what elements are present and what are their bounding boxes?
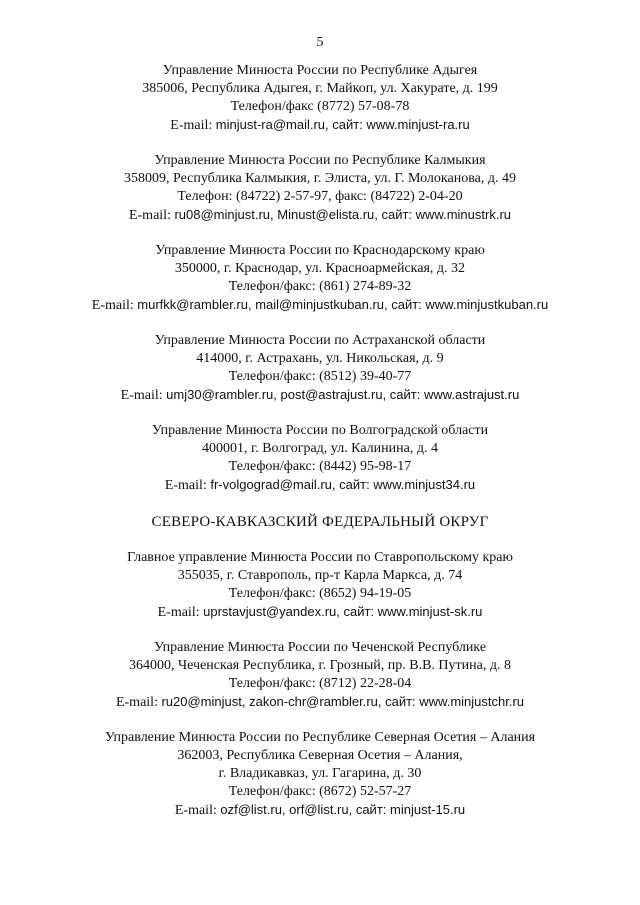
email-label: E-mail: bbox=[128, 208, 175, 223]
office-email bbox=[0, 116, 640, 135]
office-block-chechnya bbox=[0, 639, 640, 712]
office-block-north-ossetia bbox=[0, 729, 640, 820]
office-name: Управление Минюста России по Астраханской области bbox=[154, 333, 486, 348]
email-value: fr-volgograd@mail.ru, сайт: www.minjust34.ru bbox=[210, 477, 476, 492]
section-title: СЕВЕРО-КАВКАЗСКИЙ ФЕДЕРАЛЬНЫЙ ОКРУГ bbox=[151, 514, 489, 530]
office-phone: Телефон/факс: (8652) 94-19-05 bbox=[228, 586, 412, 601]
office-name: Главное управление Минюста России по Ставропольскому краю bbox=[127, 550, 513, 565]
office-phone: Телефон/факс (8772) 57-08-78 bbox=[230, 99, 410, 114]
email-label: E-mail: bbox=[91, 298, 138, 313]
email-value: ozf@list.ru, orf@list.ru, сайт: minjust-15.ru bbox=[220, 802, 466, 817]
office-address: 400001, г. Волгоград, ул. Калинина, д. 4 bbox=[202, 441, 438, 456]
office-block-kalmykia bbox=[0, 152, 640, 225]
office-address: 362003, Республика Северная Осетия – Алания, bbox=[177, 748, 463, 763]
office-name: Управление Минюста России по Волгоградской области bbox=[151, 423, 489, 438]
email-label: E-mail: bbox=[115, 695, 162, 710]
email-label: E-mail: bbox=[174, 803, 221, 818]
email-value: umj30@rambler.ru, post@astrajust.ru, сайт: www.astrajust.ru bbox=[166, 387, 520, 402]
office-phone: Телефон/факс: (8442) 95-98-17 bbox=[228, 459, 412, 474]
office-address: 350000, г. Краснодар, ул. Красноармейская, д. 32 bbox=[174, 261, 466, 276]
email-value: uprstavjust@yandex.ru, сайт: www.minjust-sk.ru bbox=[203, 604, 483, 619]
document-body bbox=[0, 62, 640, 837]
office-email bbox=[0, 603, 640, 622]
office-phone: Телефон/факс: (861) 274-89-32 bbox=[228, 279, 412, 294]
email-label: E-mail: bbox=[157, 605, 204, 620]
office-email bbox=[0, 296, 640, 315]
office-name: Управление Минюста России по Республике Северная Осетия – Алания bbox=[104, 730, 536, 745]
office-email bbox=[0, 801, 640, 820]
office-block-adygea bbox=[0, 62, 640, 135]
page-number: 5 bbox=[316, 35, 324, 50]
email-label: E-mail: bbox=[120, 388, 167, 403]
office-block-volgograd bbox=[0, 422, 640, 495]
office-address: 414000, г. Астрахань, ул. Никольская, д. 9 bbox=[196, 351, 444, 366]
office-phone: Телефон: (84722) 2-57-97, факс: (84722) 2-04-20 bbox=[177, 189, 463, 204]
office-block-astrakhan bbox=[0, 332, 640, 405]
office-email bbox=[0, 386, 640, 405]
office-address-line-2: г. Владикавказ, ул. Гагарина, д. 30 bbox=[218, 766, 422, 781]
office-email bbox=[0, 206, 640, 225]
office-address: 358009, Республика Калмыкия, г. Элиста, ул. Г. Молоканова, д. 49 bbox=[124, 171, 516, 186]
email-value: ru08@minjust.ru, Minust@elista.ru, сайт: www.minustrk.ru bbox=[174, 207, 512, 222]
office-address: 355035, г. Ставрополь, пр-т Карла Маркса, д. 74 bbox=[177, 568, 463, 583]
office-block-krasnodar bbox=[0, 242, 640, 315]
office-phone: Телефон/факс: (8512) 39-40-77 bbox=[228, 369, 412, 384]
email-value: ru20@minjust, zakon-chr@rambler.ru, сайт: www.minjustchr.ru bbox=[161, 694, 525, 709]
office-address: 385006, Республика Адыгея, г. Майкоп, ул. Хакурате, д. 199 bbox=[142, 81, 498, 96]
email-label: E-mail: bbox=[164, 478, 211, 493]
office-name: Управление Минюста России по Республике Адыгея bbox=[162, 63, 478, 78]
office-name: Управление Минюста России по Чеченской Республике bbox=[153, 640, 487, 655]
email-value: murfkk@rambler.ru, mail@minjustkuban.ru, сайт: www.minjustkuban.ru bbox=[137, 297, 549, 312]
office-phone: Телефон/факс: (8712) 22-28-04 bbox=[228, 676, 412, 691]
email-label: E-mail: bbox=[170, 118, 216, 133]
office-name: Управление Минюста России по Республике Калмыкия bbox=[154, 153, 486, 168]
office-email bbox=[0, 476, 640, 495]
email-value: minjust-ra@mail.ru, сайт: www.minjust-ra.ru bbox=[215, 117, 470, 132]
office-block-stavropol bbox=[0, 549, 640, 622]
office-email bbox=[0, 693, 640, 712]
office-phone: Телефон/факс: (8672) 52-57-27 bbox=[228, 784, 412, 799]
office-name: Управление Минюста России по Краснодарскому краю bbox=[155, 243, 485, 258]
office-address: 364000, Чеченская Республика, г. Грозный, пр. В.В. Путина, д. 8 bbox=[129, 658, 511, 673]
